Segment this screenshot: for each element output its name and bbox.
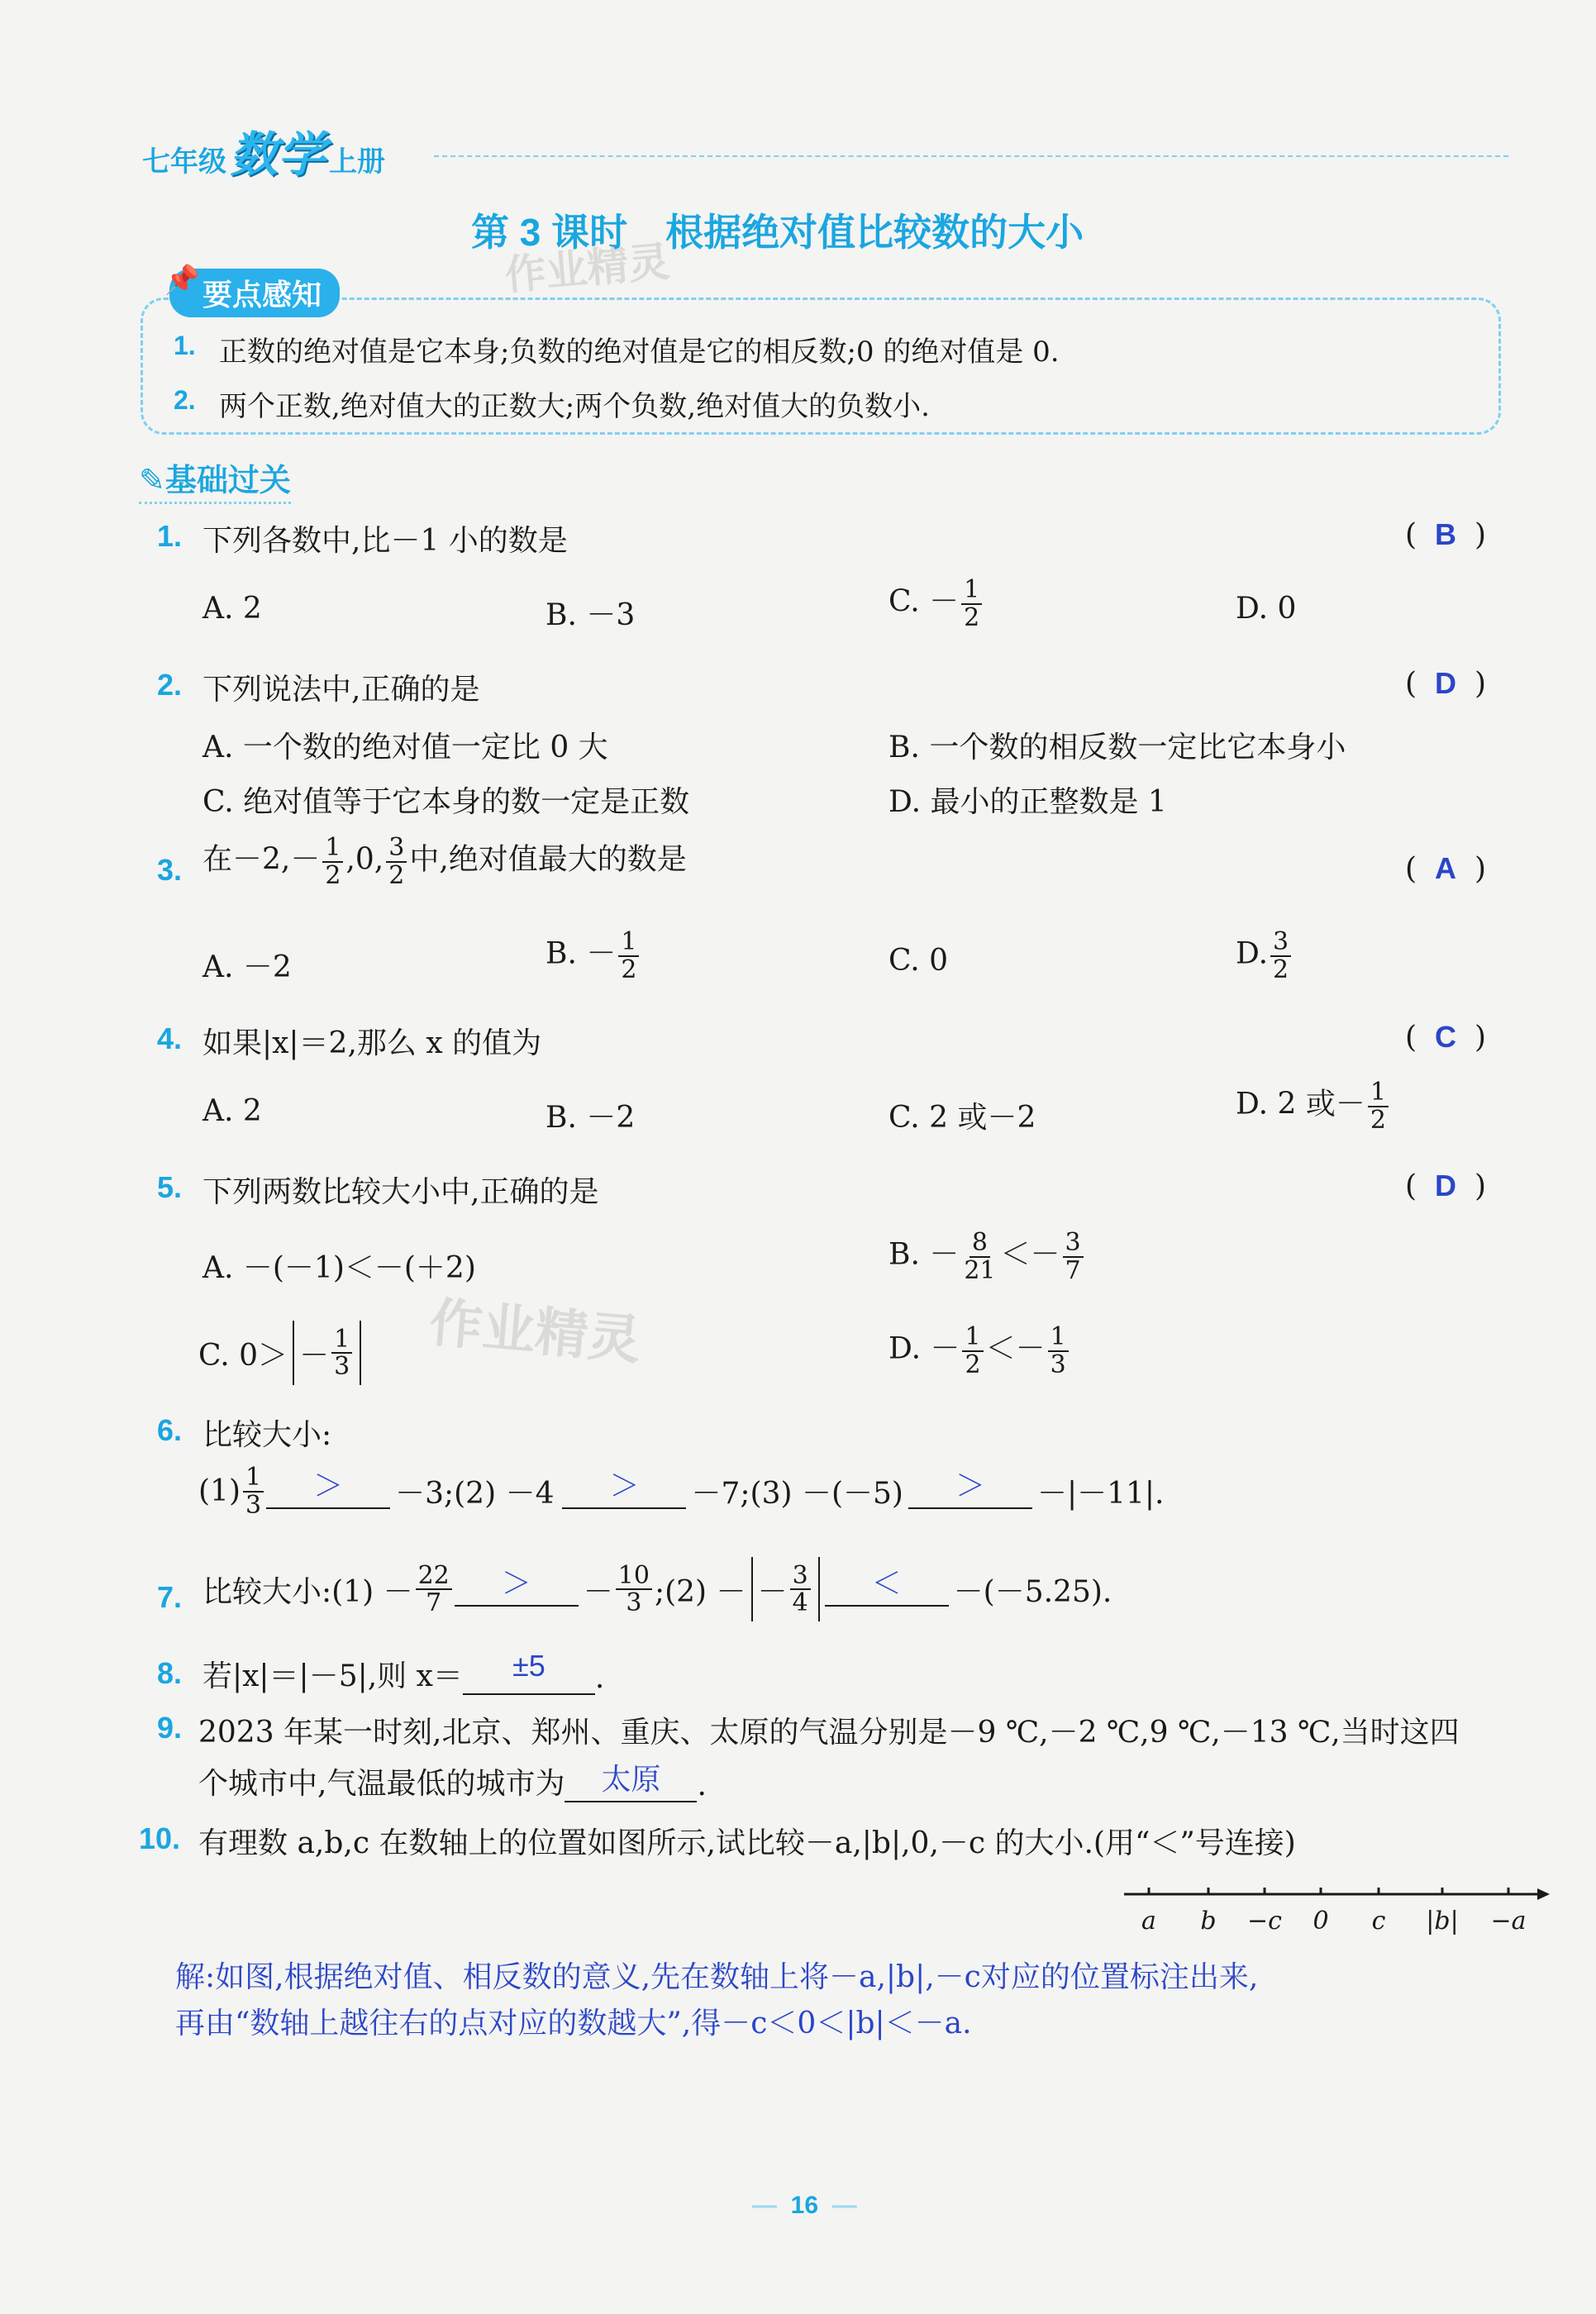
q1-option-c: C. － $\frac{1}{2}$ [889, 577, 984, 631]
q6-blank-2[interactable]: ＞ [562, 1474, 686, 1509]
watermark-middle: 作业精灵 [426, 1292, 644, 1370]
q1-option-a: A. 2 [202, 592, 262, 626]
key-points-label: 要点感知 [202, 278, 322, 312]
q2-num: 2. [157, 668, 183, 702]
q9-line1: 2023 年某一时刻,北京、郑州、重庆、太原的气温分别是－9 ℃,－2 ℃,9 ℃,－13 ℃,当时这四 [198, 1716, 1460, 1750]
kp-text-2: 两个正数,绝对值大的正数大;两个负数,绝对值大的负数小. [219, 390, 930, 423]
number-line-label: b [1200, 1907, 1217, 1935]
q6-stem: 比较大小: [202, 1418, 332, 1452]
q6-blank-1[interactable]: ＞ [266, 1474, 390, 1509]
q9-num: 9. [157, 1711, 183, 1745]
solution-line-1: 解:如图,根据绝对值、相反数的意义,先在数轴上将－a,|b|,－c对应的位置标注出来, [175, 1960, 1259, 1994]
q8-stem: 若|x|＝|－5|,则 x＝ ±5 . [202, 1649, 605, 1695]
header [142, 116, 385, 185]
q3-option-a: A. －2 [202, 950, 292, 984]
pin-icon: 📌 [164, 264, 200, 296]
q7-blank-1[interactable]: ＞ [455, 1572, 579, 1607]
number-line-label: −c [1247, 1907, 1282, 1935]
kp-num-1: 1. [174, 331, 196, 360]
q1-answer: ( B ) [1405, 517, 1487, 552]
q2-stem: 下列说法中,正确的是 [202, 673, 480, 707]
q3-num: 3. [157, 853, 183, 887]
q4-num: 4. [157, 1021, 183, 1055]
kp-num-2: 2. [174, 385, 196, 415]
q9-line2: 个城市中,气温最低的城市为 太原 . [198, 1762, 707, 1802]
section-basic [139, 455, 291, 504]
q4-option-d: D. 2 或－ $\frac{1}{2}$ [1236, 1079, 1391, 1133]
pencil-icon: ✎ [139, 464, 165, 498]
q4-stem: 如果|x|＝2,那么 x 的值为 [202, 1026, 542, 1060]
q3-option-d: D. $\frac{3}{2}$ [1236, 929, 1293, 983]
q4-option-c: C. 2 或－2 [889, 1101, 1036, 1135]
watermark-top: 作业精灵 [503, 238, 672, 299]
q6-blank-3[interactable]: ＞ [908, 1474, 1032, 1509]
q2-option-a: A. 一个数的绝对值一定比 0 大 [202, 731, 608, 764]
q1-stem: 下列各数中,比－1 小的数是 [202, 524, 568, 558]
q2-answer: ( D ) [1405, 666, 1487, 701]
header-volume: 上册 [329, 146, 386, 178]
solution-line-2: 再由“数轴上越往右的点对应的数越大”,得－c＜0＜|b|＜－a. [175, 2007, 972, 2040]
q1-option-b: B. －3 [545, 598, 636, 632]
q8-num: 8. [157, 1656, 183, 1690]
q5-stem: 下列两数比较大小中,正确的是 [202, 1175, 599, 1209]
header-subject: 数学 [230, 128, 326, 182]
q9-blank[interactable]: 太原 [565, 1768, 697, 1802]
q3-option-b: B. － $\frac{1}{2}$ [545, 929, 641, 983]
q5-option-c: C. 0＞ － $\frac{1}{3}$ [198, 1321, 366, 1385]
q2-option-b: B. 一个数的相反数一定比它本身小 [889, 731, 1346, 764]
number-line-label: |b| [1426, 1907, 1459, 1935]
q5-num: 5. [157, 1170, 183, 1204]
q1-option-d: D. 0 [1236, 592, 1297, 626]
q5-option-b: B. － $\frac{8}{21}$ ＜－ $\frac{3}{7}$ [889, 1230, 1086, 1283]
q2-option-d: D. 最小的正整数是 1 [889, 785, 1167, 819]
q10-stem: 有理数 a,b,c 在数轴上的位置如图所示,试比较－a,|b|,0,－c 的大小.(用“＜”号连接) [198, 1826, 1296, 1860]
q2-option-c: C. 绝对值等于它本身的数一定是正数 [202, 785, 690, 819]
q6-parts: (1) $\frac{1}{3}$ ＞ －3;(2) －4 ＞ －7;(3) －(－5) ＞ －|－11|. [198, 1463, 1165, 1520]
section-label: 基础过关 [164, 464, 291, 498]
header-divider [434, 155, 1508, 157]
q4-option-a: A. 2 [202, 1094, 262, 1128]
q5-option-d: D. － $\frac{1}{2}$ ＜－ $\frac{1}{3}$ [889, 1324, 1071, 1378]
q3-answer: ( A ) [1405, 851, 1487, 886]
key-points-badge [164, 264, 340, 317]
q8-blank[interactable]: ±5 [463, 1660, 595, 1695]
q10-num: 10. [139, 1821, 181, 1855]
q7-blank-2[interactable]: ＜ [825, 1572, 949, 1607]
q6-num: 6. [157, 1413, 183, 1447]
page-number: — 16 — [752, 2192, 857, 2219]
q3-option-c: C. 0 [889, 944, 949, 978]
page-title: 第 3 课时 根据绝对值比较数的大小 [471, 211, 1084, 254]
q5-option-a: A. －(－1)＜－(＋2) [202, 1251, 476, 1285]
q4-answer: ( C ) [1405, 1020, 1487, 1055]
kp-text-1: 正数的绝对值是它本身;负数的绝对值是它的相反数;0 的绝对值是 0. [219, 336, 1060, 369]
number-line [1116, 1876, 1554, 1950]
header-grade: 七年级 [142, 146, 226, 178]
q7-num: 7. [157, 1580, 183, 1614]
q4-option-b: B. －2 [545, 1101, 636, 1135]
number-line-label: −a [1490, 1907, 1527, 1935]
q7-stem: 比较大小:(1) － $\frac{22}{7}$ ＞ － $\frac{10}{3}$ ;(2) － － $\frac{3}{4}$ ＜ －(－5.25). [202, 1557, 1112, 1621]
q5-answer: ( D ) [1405, 1169, 1487, 1203]
number-line-label: a [1141, 1907, 1156, 1935]
q3-stem: 在－2,－ $\frac{1}{2}$ ,0, $\frac{3}{2}$ 中,绝对值最大的数是 [202, 833, 687, 890]
q1-num: 1. [157, 519, 183, 553]
number-line-label: c [1371, 1907, 1386, 1935]
number-line-label: 0 [1313, 1907, 1329, 1935]
